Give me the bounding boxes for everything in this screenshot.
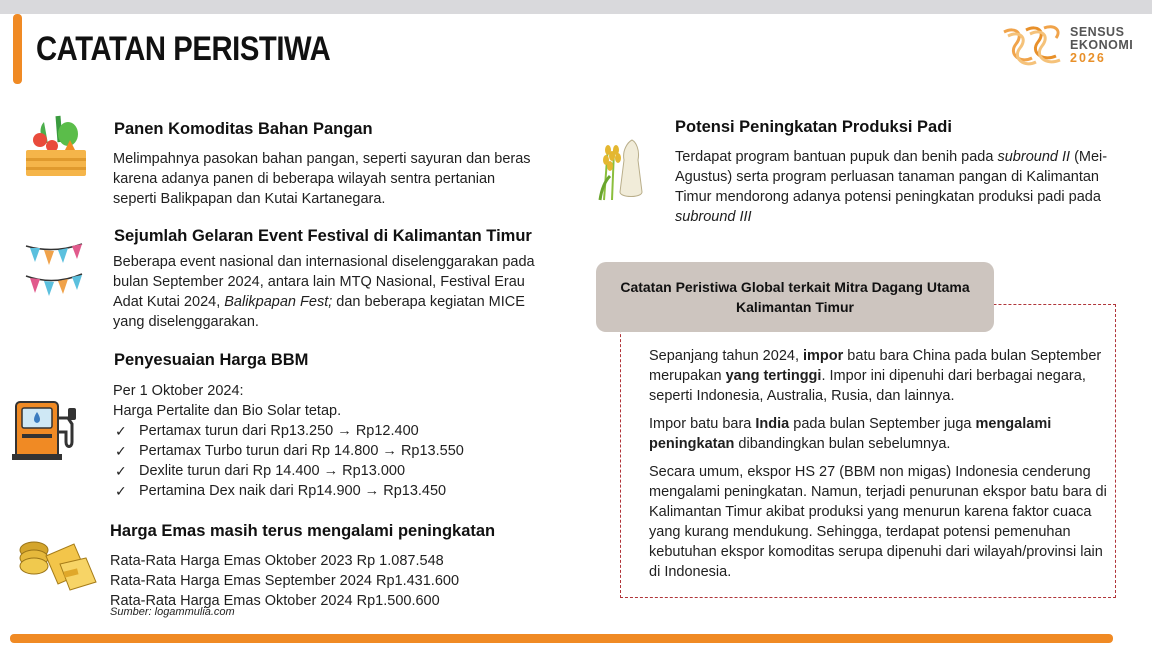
padi-body bbox=[675, 147, 1115, 227]
bold-text: yang tertinggi bbox=[725, 368, 822, 384]
festival-body-italic: Balikpapan Fest; bbox=[224, 294, 333, 310]
text: Sepanjang tahun 2024, bbox=[649, 348, 803, 364]
global-paragraph-2 bbox=[649, 414, 1111, 454]
checkmark-icon: ✓ bbox=[115, 423, 127, 439]
bold-text: mengalami peningkatan bbox=[649, 416, 1052, 452]
sensus-logo-mark-icon bbox=[998, 22, 1068, 72]
padi-text: (Mei-Agustus) serta program perluasan tanaman pangan di Kalimantan Timur mendorong adanya potensi peningkatan produksi padi pada bbox=[675, 149, 1108, 205]
bold-text: impor bbox=[803, 348, 844, 364]
bbm-price-to: Rp13.450 bbox=[383, 483, 447, 499]
text: pada bulan September juga bbox=[789, 416, 976, 432]
festival-title: Sejumlah Gelaran Event Festival di Kalimantan Timur bbox=[114, 227, 532, 245]
padi-text: Terdapat program bantuan pupuk dan benih pada bbox=[675, 149, 998, 165]
logo-year: 2026 bbox=[1070, 51, 1106, 65]
footer-accent-bar bbox=[10, 634, 1113, 643]
sensus-ekonomi-logo bbox=[998, 22, 1138, 72]
padi-italic: subround III bbox=[675, 209, 752, 225]
global-paragraph-3: Secara umum, ekspor HS 27 (BBM non migas) Indonesia cenderung mengalami peningkatan. Namun, terjadi penurunan ekspor batu bara di Kalimantan Timur akibat produksi yang menurun karena faktor cuaca yang kurang mendukung. Sehingga, terdapat potensi pemenuhan kebutuhan ekspor komoditas serupa dipenuhi dari wilayah/provinsi lain di Indonesia. bbox=[649, 464, 1107, 580]
bbm-price-item: ✓ Dexlite turun dari Rp 14.400 → Rp13.000 bbox=[115, 463, 406, 479]
emas-line: Rata-Rata Harga Emas Oktober 2024 Rp1.500.600 bbox=[110, 593, 440, 609]
bbm-price-from: Pertamax turun dari Rp13.250 bbox=[139, 423, 334, 439]
page-title: CATATAN PERISTIWA bbox=[36, 30, 331, 68]
bbm-price-item: ✓ Pertamax Turbo turun dari Rp 14.800 → Rp13.550 bbox=[115, 443, 464, 459]
checkmark-icon: ✓ bbox=[115, 443, 127, 459]
gold-bars-coins-icon bbox=[16, 536, 98, 597]
global-paragraph-1 bbox=[649, 346, 1111, 406]
bold-text: India bbox=[755, 416, 790, 432]
emas-line: Rata-Rata Harga Emas Oktober 2023 Rp 1.087.548 bbox=[110, 553, 444, 569]
title-accent-bar bbox=[13, 14, 22, 84]
festival-body-text-end: dan beberapa kegiatan MICE yang diselenggarakan. bbox=[113, 294, 525, 330]
bbm-price-list bbox=[113, 421, 553, 501]
bbm-price-item: ✓ Pertamina Dex naik dari Rp14.900 → Rp13.450 bbox=[115, 483, 447, 499]
vegetable-crate-icon bbox=[24, 112, 88, 183]
emas-line: Rata-Rata Harga Emas September 2024 Rp1.431.600 bbox=[110, 573, 460, 589]
festival-body-text: Beberapa event nasional dan internasional diselenggarakan pada bulan September 2024, antara lain MTQ Nasional, Festival Erau Adat Kutai 2024, bbox=[113, 254, 535, 310]
logo-line-ekonomi: EKONOMI bbox=[1070, 38, 1134, 52]
emas-body bbox=[110, 551, 550, 611]
checkmark-icon: ✓ bbox=[115, 463, 127, 479]
checkmark-icon: ✓ bbox=[115, 483, 127, 499]
text: Impor batu bara bbox=[649, 416, 756, 432]
logo-line-sensus: SENSUS bbox=[1070, 25, 1125, 39]
bbm-stable-line: Harga Pertalite dan Bio Solar tetap. bbox=[113, 403, 342, 419]
panen-body: Melimpahnya pasokan bahan pangan, seperti sayuran dan beras karena adanya panen di beberapa wilayah sentra pertanian seperti Balikpapan dan Kutai Kartanegara. bbox=[113, 151, 531, 207]
bbm-price-to: Rp13.000 bbox=[342, 463, 406, 479]
padi-italic: subround II bbox=[997, 149, 1071, 165]
global-events-body bbox=[649, 346, 1111, 590]
bbm-price-from: Dexlite turun dari Rp 14.400 bbox=[139, 463, 320, 479]
festival-body bbox=[113, 252, 553, 332]
bbm-price-item: ✓ Pertamax turun dari Rp13.250 → Rp12.400 bbox=[115, 423, 419, 439]
fuel-pump-icon bbox=[12, 398, 82, 467]
panen-title: Panen Komoditas Bahan Pangan bbox=[114, 120, 373, 138]
rice-sack-icon bbox=[598, 136, 662, 207]
bbm-price-to: Rp13.550 bbox=[400, 443, 464, 459]
bunting-flags-icon bbox=[24, 240, 86, 309]
logo-wordmark bbox=[1070, 26, 1133, 65]
emas-title: Harga Emas masih terus mengalami peningkatan bbox=[110, 522, 496, 540]
bbm-title: Penyesuaian Harga BBM bbox=[114, 351, 309, 369]
bbm-body bbox=[113, 381, 553, 501]
text: . Impor ini dipenuhi dari berbagai negara, seperti Indonesia, Australia, Rusia, dan lainnya. bbox=[649, 368, 1086, 404]
bbm-price-to: Rp12.400 bbox=[355, 423, 419, 439]
global-events-title: Catatan Peristiwa Global terkait Mitra Dagang Utama Kalimantan Timur bbox=[596, 262, 994, 332]
bbm-price-from: Pertamax Turbo turun dari Rp 14.800 bbox=[139, 443, 379, 459]
text: dibandingkan bulan sebelumnya. bbox=[734, 436, 951, 452]
bbm-price-from: Pertamina Dex naik dari Rp14.900 bbox=[139, 483, 361, 499]
padi-title: Potensi Peningkatan Produksi Padi bbox=[675, 118, 952, 136]
text: batu bara China pada bulan September merupakan bbox=[649, 348, 1102, 384]
bbm-date-line: Per 1 Oktober 2024: bbox=[113, 383, 244, 399]
source-note: Sumber: logammulia.com bbox=[110, 606, 235, 618]
